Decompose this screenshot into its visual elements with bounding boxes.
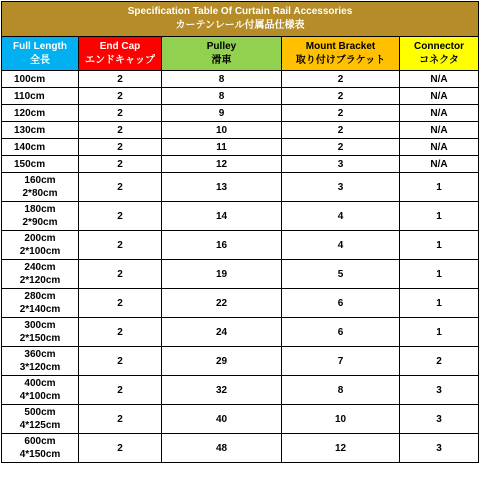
table-row	[2, 260, 479, 289]
length-text: 500cm	[24, 407, 56, 418]
cell-end-cap: 2	[79, 231, 162, 260]
length-text: 180cm	[24, 204, 56, 215]
cell-mount-bracket: 5	[282, 260, 400, 289]
length-text: 200cm	[24, 233, 56, 244]
length-text: 2*120cm	[19, 275, 61, 286]
cell-pulley: 24	[162, 318, 282, 347]
cell-connector: N/A	[400, 105, 479, 122]
length-text: 360cm	[24, 349, 56, 360]
header-full-length	[2, 37, 79, 71]
cell-mount-bracket: 2	[282, 122, 400, 139]
header-end-cap	[79, 37, 162, 71]
cell-mount-bracket: 3	[282, 156, 400, 173]
length-text: 4*150cm	[19, 449, 61, 460]
cell-end-cap: 2	[79, 260, 162, 289]
cell-pulley: 14	[162, 202, 282, 231]
header-label-en: Full Length	[13, 40, 67, 52]
cell-full-length	[2, 173, 79, 202]
table-row	[2, 88, 479, 105]
length-text: 100cm	[14, 73, 46, 85]
cell-connector: 1	[400, 318, 479, 347]
table-title	[2, 2, 479, 37]
cell-pulley: 16	[162, 231, 282, 260]
header-label-en: Pulley	[206, 40, 237, 52]
cell-mount-bracket: 10	[282, 405, 400, 434]
cell-connector: 3	[400, 434, 479, 463]
cell-full-length	[2, 347, 79, 376]
table-row	[2, 289, 479, 318]
table-row	[2, 376, 479, 405]
cell-connector: N/A	[400, 71, 479, 88]
cell-mount-bracket: 2	[282, 105, 400, 122]
header-label-jp: 取り付けブラケット	[295, 54, 386, 66]
cell-pulley: 12	[162, 156, 282, 173]
table-row	[2, 202, 479, 231]
cell-connector: 1	[400, 202, 479, 231]
cell-full-length	[2, 71, 79, 88]
length-text: 2*150cm	[19, 333, 61, 344]
cell-connector: N/A	[400, 88, 479, 105]
length-text: 3*120cm	[19, 362, 61, 373]
table-row	[2, 173, 479, 202]
cell-full-length	[2, 260, 79, 289]
length-text: 120cm	[14, 107, 46, 119]
length-text: 600cm	[24, 436, 56, 447]
cell-end-cap: 2	[79, 71, 162, 88]
length-text: 110cm	[14, 90, 45, 102]
cell-end-cap: 2	[79, 376, 162, 405]
cell-mount-bracket: 2	[282, 88, 400, 105]
header-connector	[400, 37, 479, 71]
cell-pulley: 19	[162, 260, 282, 289]
table-row	[2, 318, 479, 347]
table-row	[2, 434, 479, 463]
table-row	[2, 105, 479, 122]
cell-end-cap: 2	[79, 405, 162, 434]
table-row	[2, 347, 479, 376]
spec-table	[1, 1, 479, 463]
cell-connector: 1	[400, 231, 479, 260]
table-body	[2, 71, 479, 463]
header-label-en: Mount Bracket	[305, 40, 376, 52]
cell-full-length	[2, 122, 79, 139]
cell-full-length	[2, 156, 79, 173]
cell-pulley: 22	[162, 289, 282, 318]
cell-connector: 2	[400, 347, 479, 376]
length-text: 130cm	[14, 124, 46, 136]
length-text: 4*100cm	[19, 391, 61, 402]
cell-end-cap: 2	[79, 289, 162, 318]
title-english: Specification Table Of Curtain Rail Accessories	[127, 6, 353, 17]
cell-pulley: 8	[162, 71, 282, 88]
cell-pulley: 11	[162, 139, 282, 156]
cell-pulley: 32	[162, 376, 282, 405]
cell-full-length	[2, 289, 79, 318]
cell-mount-bracket: 6	[282, 289, 400, 318]
cell-full-length	[2, 231, 79, 260]
header-pulley	[162, 37, 282, 71]
cell-connector: 1	[400, 289, 479, 318]
header-row	[2, 37, 479, 71]
table-row	[2, 139, 479, 156]
table-row	[2, 405, 479, 434]
cell-mount-bracket: 8	[282, 376, 400, 405]
cell-mount-bracket: 2	[282, 139, 400, 156]
cell-end-cap: 2	[79, 202, 162, 231]
cell-pulley: 9	[162, 105, 282, 122]
table-row	[2, 156, 479, 173]
length-text: 240cm	[24, 262, 56, 273]
header-label-en: Connector	[414, 40, 465, 52]
cell-pulley: 10	[162, 122, 282, 139]
length-text: 2*90cm	[22, 217, 58, 228]
length-text: 2*80cm	[22, 188, 58, 199]
cell-mount-bracket: 4	[282, 202, 400, 231]
cell-connector: N/A	[400, 122, 479, 139]
cell-end-cap: 2	[79, 173, 162, 202]
header-label-jp: エンドキャップ	[85, 54, 155, 66]
cell-end-cap: 2	[79, 105, 162, 122]
length-text: 150cm	[14, 158, 46, 170]
table-row	[2, 71, 479, 88]
length-text: 400cm	[24, 378, 56, 389]
cell-full-length	[2, 88, 79, 105]
cell-connector: 3	[400, 405, 479, 434]
cell-connector: 1	[400, 173, 479, 202]
cell-pulley: 13	[162, 173, 282, 202]
cell-full-length	[2, 202, 79, 231]
length-text: 4*125cm	[19, 420, 61, 431]
cell-mount-bracket: 7	[282, 347, 400, 376]
length-text: 160cm	[24, 175, 56, 186]
cell-full-length	[2, 405, 79, 434]
cell-pulley: 8	[162, 88, 282, 105]
cell-mount-bracket: 12	[282, 434, 400, 463]
cell-pulley: 40	[162, 405, 282, 434]
length-text: 2*140cm	[19, 304, 61, 315]
cell-end-cap: 2	[79, 347, 162, 376]
cell-pulley: 48	[162, 434, 282, 463]
length-text: 2*100cm	[19, 246, 61, 257]
cell-full-length	[2, 139, 79, 156]
cell-end-cap: 2	[79, 318, 162, 347]
cell-connector: N/A	[400, 156, 479, 173]
cell-mount-bracket: 3	[282, 173, 400, 202]
length-text: 300cm	[24, 320, 56, 331]
cell-mount-bracket: 4	[282, 231, 400, 260]
title-japanese: カーテンレール付属品仕様表	[175, 20, 305, 31]
cell-mount-bracket: 6	[282, 318, 400, 347]
cell-connector: N/A	[400, 139, 479, 156]
header-mount-bracket	[282, 37, 400, 71]
cell-end-cap: 2	[79, 156, 162, 173]
cell-pulley: 29	[162, 347, 282, 376]
length-text: 280cm	[24, 291, 56, 302]
cell-end-cap: 2	[79, 88, 162, 105]
cell-full-length	[2, 434, 79, 463]
header-label-jp: 滑車	[211, 54, 232, 66]
cell-end-cap: 2	[79, 139, 162, 156]
header-label-jp: 全長	[30, 54, 50, 66]
header-label-jp: コネクタ	[419, 54, 459, 66]
table-row	[2, 231, 479, 260]
table-row	[2, 122, 479, 139]
cell-end-cap: 2	[79, 122, 162, 139]
header-label-en: End Cap	[99, 40, 141, 52]
cell-connector: 3	[400, 376, 479, 405]
length-text: 140cm	[14, 141, 46, 153]
cell-connector: 1	[400, 260, 479, 289]
cell-full-length	[2, 105, 79, 122]
cell-full-length	[2, 318, 79, 347]
cell-mount-bracket: 2	[282, 71, 400, 88]
cell-full-length	[2, 376, 79, 405]
cell-end-cap: 2	[79, 434, 162, 463]
